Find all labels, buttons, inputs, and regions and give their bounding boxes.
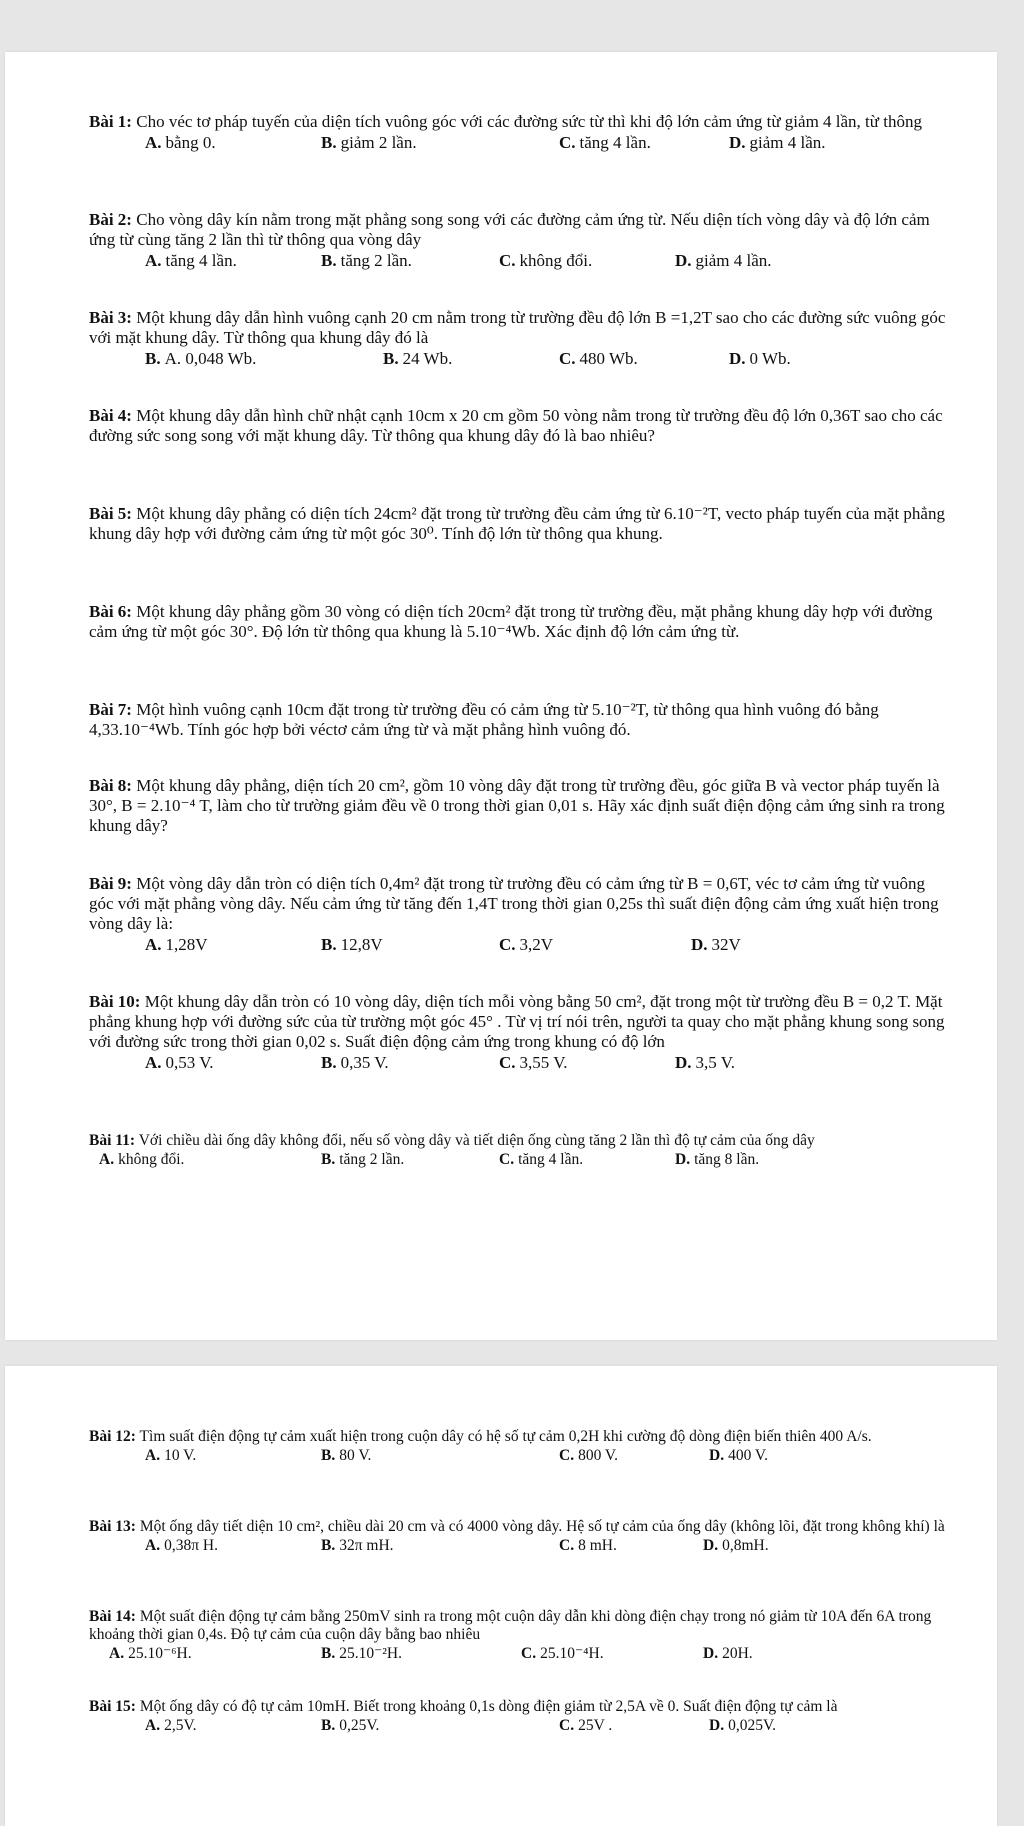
- option-c: C. 800 V.: [559, 1447, 618, 1464]
- question-stem: [89, 1132, 947, 1150]
- question-text: Một khung dây phẳng gồm 30 vòng có diện tích 20cm² đặt trong từ trường đều, mặt phẳng khung dây hợp với đường cảm ứng từ một góc 30°. Độ lớn từ thông qua khung là 5.10⁻⁴Wb. Xác định độ lớn cảm ứng từ.: [89, 602, 933, 641]
- question-stem: [89, 1428, 947, 1446]
- question-12: [89, 1428, 947, 1468]
- question-11: [89, 1132, 947, 1172]
- question-5: [89, 504, 947, 544]
- option-b: B. 32π mH.: [321, 1537, 394, 1554]
- answer-options: [89, 1151, 947, 1172]
- question-6: [89, 602, 947, 642]
- question-2: [89, 210, 947, 272]
- question-14: [89, 1608, 947, 1666]
- answer-options: [89, 1447, 947, 1468]
- option-d: D. 3,5 V.: [675, 1053, 736, 1072]
- question-text: Cho véc tơ pháp tuyến của diện tích vuông góc với các đường sức từ thì khi độ lớn cảm ứng từ giảm 4 lần, từ thông: [136, 112, 922, 131]
- question-number: Bài 13:: [89, 1518, 136, 1535]
- question-number: Bài 9:: [89, 874, 132, 893]
- option-c: C. 8 mH.: [559, 1537, 617, 1554]
- option-d: D. 32V: [691, 935, 741, 954]
- question-stem: [89, 1608, 947, 1644]
- question-text: Một khung dây phẳng có diện tích 24cm² đặt trong từ trường đều cảm ứng từ 6.10⁻²T, vecto pháp tuyến của mặt phẳng khung dây hợp với đường cảm ứng từ một góc 30⁰. Tính độ lớn từ thông qua khung.: [89, 504, 945, 543]
- question-text: Một khung dây dẫn tròn có 10 vòng dây, diện tích mỗi vòng bằng 50 cm², đặt trong một từ trường đều B = 0,2 T. Mặt phẳng khung hợp với đường sức của từ trường một góc 45° . Từ vị trí nói trên, người ta quay cho mặt phẳng khung song song với đường sức trong thời gian 0,02 s. Suất điện động cảm ứng trong khung có độ lớn: [89, 992, 945, 1051]
- question-text: Một khung dây dẫn hình vuông cạnh 20 cm nằm trong từ trường đều độ lớn B =1,2T sao cho các đường sức vuông góc với mặt khung dây. Từ thông qua khung dây đó là: [89, 308, 946, 347]
- option-a: A. 2,5V.: [145, 1717, 197, 1734]
- option-d: D. 0,8mH.: [703, 1537, 769, 1554]
- option-a: A. tăng 4 lần.: [145, 251, 237, 270]
- question-7: [89, 700, 947, 740]
- answer-options: [89, 133, 947, 154]
- question-text: Một suất điện động tự cảm bằng 250mV sinh ra trong một cuộn dây dẫn khi dòng điện chạy trong nó giảm từ 10A đến 6A trong khoảng thời gian 0,4s. Độ tự cảm của cuộn dây bằng bao nhiêu: [89, 1608, 932, 1643]
- answer-options: [89, 1537, 947, 1558]
- question-3: [89, 308, 947, 370]
- option-d: D. 20H.: [703, 1645, 753, 1662]
- question-1: [89, 112, 947, 154]
- question-number: Bài 10:: [89, 992, 141, 1011]
- question-number: Bài 1:: [89, 112, 132, 131]
- option-d: D. 0,025V.: [709, 1717, 777, 1734]
- question-text: Cho vòng dây kín nằm trong mặt phẳng song song với các đường cảm ứng từ. Nếu diện tích vòng dây và độ lớn cảm ứng từ cùng tăng 2 lần thì từ thông qua vòng dây: [89, 210, 930, 249]
- question-stem: [89, 602, 947, 642]
- document-page-2: [5, 1366, 997, 1826]
- question-15: [89, 1698, 947, 1738]
- question-text: Một hình vuông cạnh 10cm đặt trong từ trường đều có cảm ứng từ 5.10⁻²T, từ thông qua hình vuông đó bằng 4,33.10⁻⁴Wb. Tính góc hợp bởi véctơ cảm ứng từ và mặt phẳng hình vuông đó.: [89, 700, 879, 739]
- option-d: D. giảm 4 lần.: [729, 133, 826, 152]
- option-a: A. không đổi.: [99, 1151, 185, 1168]
- question-text: Một khung dây phẳng, diện tích 20 cm², gồm 10 vòng dây đặt trong từ trường đều, góc giữa B và vector pháp tuyến là 30°, B = 2.10⁻⁴ T, làm cho từ trường giảm đều về 0 trong thời gian 0,01 s. Hãy xác định suất điện động cảm ứng sinh ra trong khung dây?: [89, 776, 945, 835]
- question-stem: [89, 504, 947, 544]
- option-c: C. tăng 4 lần.: [559, 133, 651, 152]
- option-a: A. 0,38π H.: [145, 1537, 218, 1554]
- option-b: B. tăng 2 lần.: [321, 251, 412, 270]
- option-a: A. bằng 0.: [145, 133, 216, 152]
- question-number: Bài 8:: [89, 776, 132, 795]
- question-stem: [89, 1698, 947, 1716]
- option-b: B. 12,8V: [321, 935, 383, 954]
- option-a: B. A. 0,048 Wb.: [145, 349, 257, 368]
- option-c: C. không đổi.: [499, 251, 593, 270]
- question-number: Bài 4:: [89, 406, 132, 425]
- option-c: C. 3,2V: [499, 935, 554, 954]
- answer-options: [89, 1717, 947, 1738]
- option-b: B. giảm 2 lần.: [321, 133, 417, 152]
- question-number: Bài 11:: [89, 1132, 136, 1149]
- question-4: [89, 406, 947, 446]
- question-number: Bài 2:: [89, 210, 132, 229]
- answer-options: [89, 349, 947, 370]
- option-a: A. 25.10⁻⁶H.: [109, 1645, 192, 1662]
- question-number: Bài 14:: [89, 1608, 136, 1625]
- answer-options: [89, 251, 947, 272]
- question-13: [89, 1518, 947, 1558]
- question-10: [89, 992, 947, 1074]
- question-number: Bài 12:: [89, 1428, 136, 1445]
- question-text: Một ống dây tiết diện 10 cm², chiều dài 20 cm và có 4000 vòng dây. Hệ số tự cảm của ống dây (không lõi, đặt trong không khí) là: [139, 1518, 945, 1535]
- question-number: Bài 15:: [89, 1698, 136, 1715]
- answer-options: [89, 935, 947, 956]
- question-stem: [89, 992, 947, 1052]
- option-b: B. 0,35 V.: [321, 1053, 389, 1072]
- option-a: A. 10 V.: [145, 1447, 197, 1464]
- question-number: Bài 3:: [89, 308, 132, 327]
- option-d: D. 0 Wb.: [729, 349, 791, 368]
- option-c: C. 25V .: [559, 1717, 613, 1734]
- question-stem: [89, 210, 947, 250]
- option-c: C. 25.10⁻⁴H.: [521, 1645, 604, 1662]
- question-stem: [89, 700, 947, 740]
- question-9: [89, 874, 947, 956]
- question-8: [89, 776, 947, 836]
- answer-options: [89, 1645, 947, 1666]
- question-stem: [89, 776, 947, 836]
- option-b: B. 0,25V.: [321, 1717, 380, 1734]
- option-a: A. 1,28V: [145, 935, 208, 954]
- question-stem: [89, 308, 947, 348]
- question-number: Bài 5:: [89, 504, 132, 523]
- question-stem: [89, 406, 947, 446]
- question-stem: [89, 1518, 947, 1536]
- option-d: D. giảm 4 lần.: [675, 251, 772, 270]
- question-stem: [89, 874, 947, 934]
- question-text: Một ống dây có độ tự cảm 10mH. Biết trong khoảng 0,1s dòng điện giảm từ 2,5A về 0. Suất điện động tự cảm là: [139, 1698, 838, 1715]
- option-d: D. 400 V.: [709, 1447, 768, 1464]
- answer-options: [89, 1053, 947, 1074]
- option-b: B. 25.10⁻²H.: [321, 1645, 402, 1662]
- question-number: Bài 6:: [89, 602, 132, 621]
- option-b: B. tăng 2 lần.: [321, 1151, 405, 1168]
- question-text: Một khung dây dẫn hình chữ nhật cạnh 10cm x 20 cm gồm 50 vòng nằm trong từ trường đều độ lớn 0,36T sao cho các đường sức song song với mặt khung dây. Từ thông qua khung dây đó là bao nhiêu?: [89, 406, 943, 445]
- option-c: C. tăng 4 lần.: [499, 1151, 584, 1168]
- question-text: Với chiều dài ống dây không đổi, nếu số vòng dây và tiết diện ống cùng tăng 2 lần thì độ tự cảm của ống dây: [138, 1132, 815, 1149]
- option-a: A. 0,53 V.: [145, 1053, 214, 1072]
- option-d: D. tăng 8 lần.: [675, 1151, 760, 1168]
- question-text: Một vòng dây dẫn tròn có diện tích 0,4m² đặt trong từ trường đều có cảm ứng từ B = 0,6T, véc tơ cảm ứng từ vuông góc với mặt phẳng vòng dây. Nếu cảm ứng từ tăng đến 1,4T trong thời gian 0,25s thì suất điện động cảm ứng xuất hiện trong vòng dây là:: [89, 874, 939, 933]
- question-stem: [89, 112, 947, 132]
- option-b: B. 80 V.: [321, 1447, 372, 1464]
- question-number: Bài 7:: [89, 700, 132, 719]
- option-c: C. 3,55 V.: [499, 1053, 568, 1072]
- question-text: Tìm suất điện động tự cảm xuất hiện trong cuộn dây có hệ số tự cảm 0,2H khi cường độ dòng điện biến thiên 400 A/s.: [139, 1428, 872, 1445]
- option-b: B. 24 Wb.: [383, 349, 453, 368]
- option-c: C. 480 Wb.: [559, 349, 638, 368]
- document-page-1: [5, 52, 997, 1340]
